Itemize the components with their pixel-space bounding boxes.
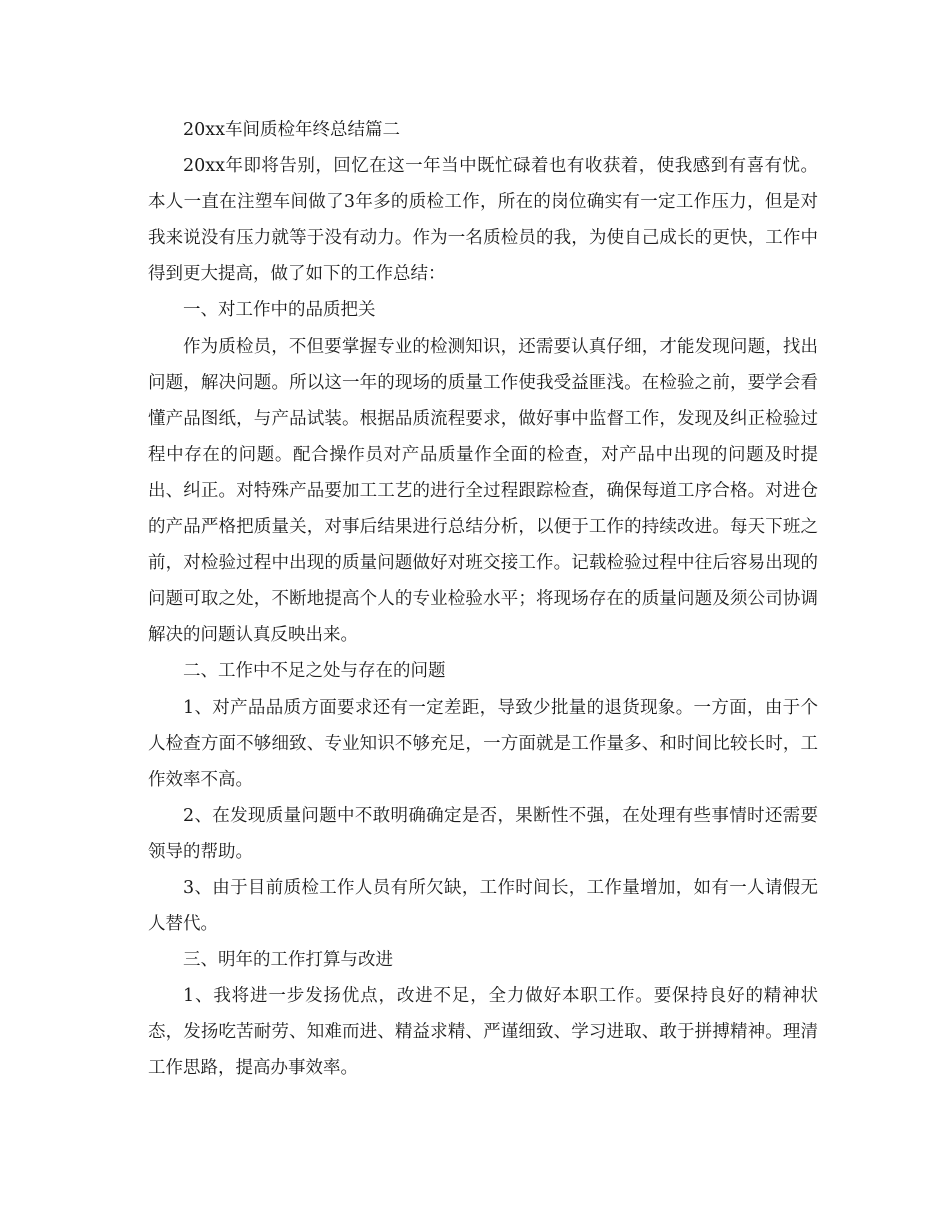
problem-item-1: 1、对产品品质方面要求还有一定差距，导致少批量的退货现象。一方面，由于个人检查方面不够细致、专业知识不够充足，一方面就是工作量多、和时间比较长时，工作效率不高。 bbox=[148, 697, 818, 790]
plan-item-1: 1、我将进一步发扬优点，改进不足，全力做好本职工作。要保持良好的精神状态，发扬吃苦耐劳、知难而进、精益求精、严谨细致、学习进取、敢于拼搏精神。理清工作思路，提高办事效率。 bbox=[148, 986, 818, 1079]
document-body bbox=[148, 112, 818, 1087]
document-title: 20xx车间质检年终总结篇二 bbox=[183, 120, 401, 140]
section-heading-1: 一、对工作中的品质把关 bbox=[183, 300, 376, 321]
problem-item-3: 3、由于目前质检工作人员有所欠缺，工作时间长，工作量增加，如有一人请假无人替代。 bbox=[148, 877, 818, 935]
section-1-paragraph: 作为质检员，不但要掌握专业的检测知识，还需要认真仔细，才能发现问题，找出问题，解决问题。所以这一年的现场的质量工作使我受益匪浅。在检验之前，要学会看懂产品图纸，与产品试装。根据品质流程要求，做好事中监督工作，发现及纠正检验过程中存在的问题。配合操作员对产品质量作全面的检查，对产品中出现的问题及时提出、纠正。对特殊产品要加工工艺的进行全过程跟踪检查，确保每道工序合格。对进仓的产品严格把质量关，对事后结果进行总结分析，以便于工作的持续改进。每天下班之前，对检验过程中出现的质量问题做好对班交接工作。记载检验过程中往后容易出现的问题可取之处，不断地提高个人的专业检验水平；将现场存在的质量问题及须公司协调解决的问题认真反映出来。 bbox=[148, 336, 818, 646]
section-heading-3: 三、明年的工作打算与改进 bbox=[183, 950, 393, 971]
section-heading-2: 二、工作中不足之处与存在的问题 bbox=[183, 661, 446, 682]
problem-item-2: 2、在发现质量问题中不敢明确确定是否，果断性不强，在处理有些事情时还需要领导的帮助。 bbox=[148, 805, 818, 862]
intro-paragraph: 20xx年即将告别，回忆在这一年当中既忙碌着也有收获着，使我感到有喜有忧。本人一直在注塑车间做了3年多的质检工作，所在的岗位确实有一定工作压力，但是对我来说没有压力就等于没有动力。作为一名质检员的我，为使自己成长的更快，工作中得到更大提高，做了如下的工作总结： bbox=[148, 156, 818, 285]
